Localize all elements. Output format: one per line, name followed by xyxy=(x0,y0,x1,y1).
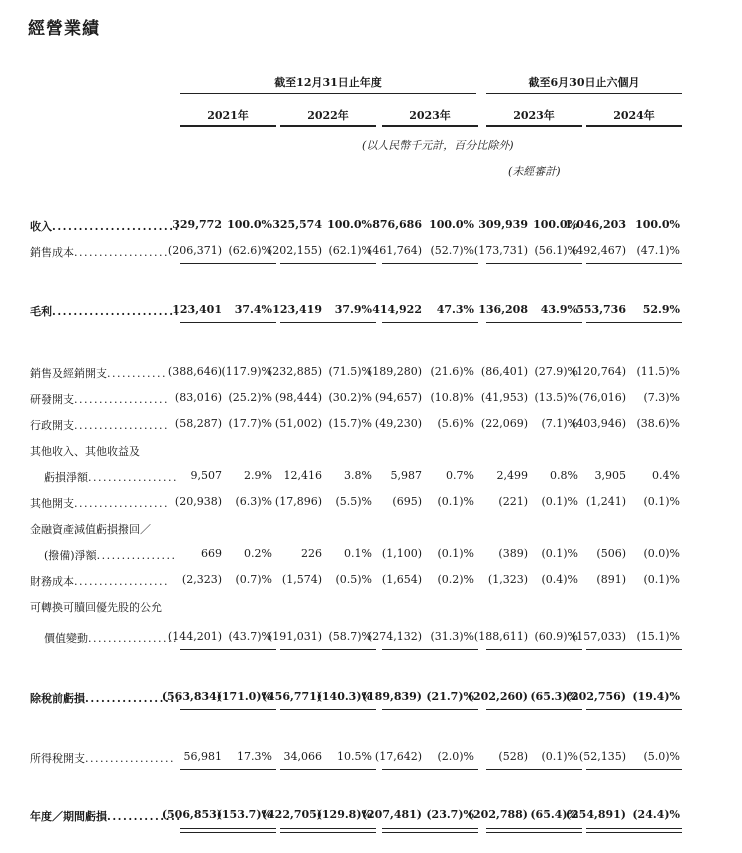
period-interim-underline xyxy=(486,93,682,94)
amount-cell: 56,981 xyxy=(183,750,222,763)
table-row xyxy=(0,599,742,619)
single-underline xyxy=(280,263,376,264)
period-interim-header: 截至6月30日止六個月 xyxy=(528,76,640,89)
amount-cell: (202,788) xyxy=(467,808,528,821)
single-underline xyxy=(180,263,276,264)
amount-cell: (202,260) xyxy=(467,690,528,703)
percent-cell: (19.4)% xyxy=(632,690,680,703)
amount-cell: (17,642) xyxy=(374,750,422,763)
percent-cell: (153.7)% xyxy=(216,808,272,821)
year-underline xyxy=(486,125,582,127)
amount-cell: (98,444) xyxy=(274,391,322,404)
year-header: 2023年 xyxy=(513,109,555,122)
leader-dots: ............ xyxy=(107,367,167,380)
amount-cell: 12,416 xyxy=(283,469,322,482)
double-underline xyxy=(180,828,276,833)
percent-cell: (65.4)% xyxy=(530,808,578,821)
amount-cell: (191,031) xyxy=(267,630,322,643)
amount-cell: (76,016) xyxy=(578,391,626,404)
amount-cell: (1,323) xyxy=(487,573,528,586)
table-row xyxy=(0,391,742,411)
amount-cell: 9,507 xyxy=(190,469,222,482)
percent-cell: (0.1)% xyxy=(437,547,474,560)
amount-cell: (202,155) xyxy=(267,244,322,257)
row-label xyxy=(30,365,167,381)
amount-cell: (94,657) xyxy=(374,391,422,404)
row-label-text: 金融資產減值虧損撥回／ xyxy=(30,523,151,536)
percent-cell: 37.4% xyxy=(234,303,272,316)
amount-cell: (563,834) xyxy=(161,690,222,703)
amount-cell: 325,574 xyxy=(272,218,322,231)
percent-cell: (15.1)% xyxy=(636,630,680,643)
single-underline xyxy=(586,263,682,264)
percent-cell: (6.3)% xyxy=(235,495,272,508)
percent-cell: (0.0)% xyxy=(643,547,680,560)
unit-note: (以人民幣千元計，百分比除外) xyxy=(362,139,514,152)
percent-cell: (0.1)% xyxy=(541,495,578,508)
amount-cell: (695) xyxy=(392,495,422,508)
row-label xyxy=(30,808,182,824)
percent-cell: (117.9)% xyxy=(221,365,272,378)
percent-cell: (11.5)% xyxy=(636,365,680,378)
amount-cell: (422,705) xyxy=(261,808,322,821)
row-label-text: 其他開支 xyxy=(30,497,74,510)
single-underline xyxy=(586,709,682,710)
amount-cell: (189,839) xyxy=(361,690,422,703)
percent-cell: 2.9% xyxy=(244,469,272,482)
row-label-text: 除稅前虧損 xyxy=(30,692,85,705)
row-label xyxy=(30,690,181,706)
amount-cell: (51,002) xyxy=(274,417,322,430)
percent-cell: 47.3% xyxy=(436,303,474,316)
table-row xyxy=(0,521,742,541)
percent-cell: 0.2% xyxy=(244,547,272,560)
amount-cell: (173,731) xyxy=(473,244,528,257)
percent-cell: 0.4% xyxy=(652,469,680,482)
amount-cell: (456,771) xyxy=(261,690,322,703)
year-header: 2022年 xyxy=(307,109,349,122)
amount-cell: (188,611) xyxy=(473,630,528,643)
amount-cell: 553,736 xyxy=(576,303,626,316)
percent-cell: (52.7)% xyxy=(430,244,474,257)
percent-cell: (0.1)% xyxy=(541,547,578,560)
row-label xyxy=(30,244,169,260)
percent-cell: 0.1% xyxy=(344,547,372,560)
percent-cell: 0.8% xyxy=(550,469,578,482)
single-underline xyxy=(486,709,582,710)
percent-cell: 100.0% xyxy=(327,218,372,231)
percent-cell: 17.3% xyxy=(237,750,272,763)
table-row xyxy=(0,573,742,593)
single-underline xyxy=(180,709,276,710)
single-underline xyxy=(382,322,478,323)
amount-cell: 414,922 xyxy=(372,303,422,316)
percent-cell: (0.1)% xyxy=(643,573,680,586)
percent-cell: (0.1)% xyxy=(643,495,680,508)
row-label-text: (撥備)淨額 xyxy=(44,549,97,562)
double-underline xyxy=(486,828,582,833)
percent-cell: (0.5)% xyxy=(335,573,372,586)
amount-cell: (221) xyxy=(498,495,528,508)
period-annual-header: 截至12月31日止年度 xyxy=(274,76,382,89)
percent-cell: 3.8% xyxy=(344,469,372,482)
table-row xyxy=(0,365,742,385)
percent-cell: (47.1)% xyxy=(636,244,680,257)
amount-cell: (20,938) xyxy=(174,495,222,508)
single-underline xyxy=(280,709,376,710)
single-underline xyxy=(486,263,582,264)
amount-cell: (1,100) xyxy=(381,547,422,560)
amount-cell: (506,853) xyxy=(161,808,222,821)
row-label-text: 銷售成本 xyxy=(30,246,74,259)
amount-cell: (461,764) xyxy=(367,244,422,257)
row-label-text: 研發開支 xyxy=(30,393,74,406)
year-underline xyxy=(280,125,376,127)
percent-cell: (0.7)% xyxy=(235,573,272,586)
amount-cell: (254,891) xyxy=(565,808,626,821)
single-underline xyxy=(280,649,376,650)
leader-dots: .................. xyxy=(85,692,181,705)
amount-cell: (388,646) xyxy=(167,365,222,378)
amount-cell: (41,953) xyxy=(480,391,528,404)
percent-cell: 100.0% xyxy=(533,218,578,231)
year-underline xyxy=(586,125,682,127)
amount-cell: 123,401 xyxy=(172,303,222,316)
percent-cell: (21.6)% xyxy=(430,365,474,378)
table-row xyxy=(0,690,742,710)
percent-cell: 100.0% xyxy=(227,218,272,231)
amount-cell: 669 xyxy=(201,547,222,560)
table-row xyxy=(0,547,742,567)
percent-cell: (25.2)% xyxy=(228,391,272,404)
amount-cell: (22,069) xyxy=(480,417,528,430)
percent-cell: (38.6)% xyxy=(636,417,680,430)
single-underline xyxy=(586,769,682,770)
single-underline xyxy=(586,322,682,323)
amount-cell: (83,016) xyxy=(174,391,222,404)
row-label-text: 其他收入、其他收益及 xyxy=(30,445,140,458)
row-label xyxy=(30,218,180,234)
single-underline xyxy=(382,649,478,650)
row-label-text: 行政開支 xyxy=(30,419,74,432)
amount-cell: 329,772 xyxy=(172,218,222,231)
leader-dots: .............. xyxy=(107,810,182,823)
percent-cell: (30.2)% xyxy=(328,391,372,404)
row-label-text: 價值變動 xyxy=(44,632,88,645)
percent-cell: 100.0% xyxy=(429,218,474,231)
row-label-text: 年度／期間虧損 xyxy=(30,810,107,823)
row-label xyxy=(30,303,180,319)
row-label-text: 收入 xyxy=(30,220,52,233)
percent-cell: (2.0)% xyxy=(437,750,474,763)
single-underline xyxy=(486,322,582,323)
amount-cell: 136,208 xyxy=(478,303,528,316)
leader-dots: ................... xyxy=(74,393,169,406)
percent-cell: 52.9% xyxy=(642,303,680,316)
year-header: 2024年 xyxy=(613,109,655,122)
percent-cell: (62.1)% xyxy=(328,244,372,257)
percent-cell: (140.3)% xyxy=(316,690,372,703)
amount-cell: (232,885) xyxy=(267,365,322,378)
amount-cell: (17,896) xyxy=(274,495,322,508)
single-underline xyxy=(586,649,682,650)
percent-cell: (0.1)% xyxy=(541,750,578,763)
amount-cell: (157,033) xyxy=(571,630,626,643)
row-label xyxy=(30,417,169,433)
year-header: 2021年 xyxy=(207,109,249,122)
percent-cell: 37.9% xyxy=(334,303,372,316)
percent-cell: (5.6)% xyxy=(437,417,474,430)
amount-cell: (120,764) xyxy=(571,365,626,378)
row-label xyxy=(30,391,169,407)
table-row xyxy=(0,750,742,770)
percent-cell: (10.8)% xyxy=(430,391,474,404)
amount-cell: (492,467) xyxy=(571,244,626,257)
single-underline xyxy=(280,769,376,770)
amount-cell: (891) xyxy=(596,573,626,586)
amount-cell: (206,371) xyxy=(167,244,222,257)
percent-cell: 10.5% xyxy=(337,750,372,763)
amount-cell: (1,574) xyxy=(281,573,322,586)
row-label xyxy=(30,599,162,615)
percent-cell: (13.5)% xyxy=(534,391,578,404)
year-underline xyxy=(180,125,276,127)
leader-dots: ................ xyxy=(96,549,177,562)
percent-cell: (27.9)% xyxy=(534,365,578,378)
amount-cell: (274,132) xyxy=(367,630,422,643)
percent-cell: (15.7)% xyxy=(328,417,372,430)
single-underline xyxy=(180,769,276,770)
row-label xyxy=(30,495,169,511)
year-underline xyxy=(382,125,478,127)
table-row xyxy=(0,218,742,238)
percent-cell: (62.6)% xyxy=(228,244,272,257)
row-label-text: 財務成本 xyxy=(30,575,74,588)
table-row xyxy=(0,808,742,828)
double-underline xyxy=(382,828,478,833)
row-label xyxy=(30,573,169,589)
table-row xyxy=(0,303,742,323)
percent-cell: (24.4)% xyxy=(632,808,680,821)
percent-cell: (0.4)% xyxy=(541,573,578,586)
percent-cell: (60.9)% xyxy=(534,630,578,643)
table-row xyxy=(0,417,742,437)
period-annual-underline xyxy=(180,93,476,94)
amount-cell: (58,287) xyxy=(174,417,222,430)
percent-cell: (7.3)% xyxy=(643,391,680,404)
amount-cell: 2,499 xyxy=(496,469,528,482)
amount-cell: 226 xyxy=(301,547,322,560)
amount-cell: (189,280) xyxy=(367,365,422,378)
percent-cell: 0.7% xyxy=(446,469,474,482)
percent-cell: (31.3)% xyxy=(430,630,474,643)
single-underline xyxy=(180,649,276,650)
table-row xyxy=(0,495,742,515)
percent-cell: (56.1)% xyxy=(534,244,578,257)
single-underline xyxy=(382,263,478,264)
percent-cell: (171.0)% xyxy=(216,690,272,703)
double-underline xyxy=(280,828,376,833)
row-label xyxy=(44,630,178,646)
percent-cell: 43.9% xyxy=(540,303,578,316)
leader-dots: ................... xyxy=(74,575,169,588)
percent-cell: (0.1)% xyxy=(437,495,474,508)
table-row xyxy=(0,443,742,463)
percent-cell: (5.0)% xyxy=(643,750,680,763)
amount-cell: (144,201) xyxy=(167,630,222,643)
percent-cell: (58.7)% xyxy=(328,630,372,643)
row-label xyxy=(30,443,140,459)
amount-cell: (403,946) xyxy=(571,417,626,430)
table-row xyxy=(0,469,742,489)
leader-dots: ................... xyxy=(74,246,169,259)
amount-cell: (1,241) xyxy=(585,495,626,508)
row-label xyxy=(30,750,175,766)
leader-dots: .................. xyxy=(88,632,178,645)
amount-cell: (207,481) xyxy=(361,808,422,821)
amount-cell: 309,939 xyxy=(478,218,528,231)
percent-cell: (65.3)% xyxy=(530,690,578,703)
amount-cell: (86,401) xyxy=(480,365,528,378)
leader-dots: ................... xyxy=(74,419,169,432)
amount-cell: 123,419 xyxy=(272,303,322,316)
single-underline xyxy=(486,769,582,770)
percent-cell: (71.5)% xyxy=(328,365,372,378)
percent-cell: (7.1)% xyxy=(541,417,578,430)
leader-dots: ........................ xyxy=(52,220,180,233)
percent-cell: (5.5)% xyxy=(335,495,372,508)
amount-cell: 1,046,203 xyxy=(564,218,626,231)
unaudited-note: (未經審計) xyxy=(508,165,561,178)
amount-cell: 3,905 xyxy=(594,469,626,482)
percent-cell: (43.7)% xyxy=(228,630,272,643)
amount-cell: (49,230) xyxy=(374,417,422,430)
percent-cell: (21.7)% xyxy=(426,690,474,703)
amount-cell: 876,686 xyxy=(372,218,422,231)
year-header: 2023年 xyxy=(409,109,451,122)
amount-cell: (52,135) xyxy=(578,750,626,763)
amount-cell: (389) xyxy=(498,547,528,560)
leader-dots: ........................ xyxy=(52,305,180,318)
percent-cell: (129.8)% xyxy=(316,808,372,821)
single-underline xyxy=(280,322,376,323)
row-label-text: 銷售及經銷開支 xyxy=(30,367,107,380)
amount-cell: (1,654) xyxy=(381,573,422,586)
leader-dots: .................. xyxy=(85,752,175,765)
row-label xyxy=(30,521,151,537)
row-label xyxy=(44,469,178,485)
row-label-text: 可轉換可贖回優先股的公允 xyxy=(30,601,162,614)
amount-cell: (528) xyxy=(498,750,528,763)
percent-cell: (17.7)% xyxy=(228,417,272,430)
amount-cell: (2,323) xyxy=(181,573,222,586)
table-row xyxy=(0,244,742,264)
single-underline xyxy=(382,709,478,710)
percent-cell: (23.7)% xyxy=(426,808,474,821)
percent-cell: (0.2)% xyxy=(437,573,474,586)
percent-cell: 100.0% xyxy=(635,218,680,231)
row-label-text: 所得稅開支 xyxy=(30,752,85,765)
leader-dots: ................... xyxy=(74,497,169,510)
double-underline xyxy=(586,828,682,833)
section-title: 經營業績 xyxy=(28,19,100,39)
row-label xyxy=(44,547,177,563)
amount-cell: 5,987 xyxy=(390,469,422,482)
amount-cell: 34,066 xyxy=(283,750,322,763)
table-row xyxy=(0,630,742,650)
leader-dots: .................. xyxy=(88,471,178,484)
single-underline xyxy=(486,649,582,650)
row-label-text: 虧損淨額 xyxy=(44,471,88,484)
single-underline xyxy=(382,769,478,770)
amount-cell: (202,756) xyxy=(565,690,626,703)
single-underline xyxy=(180,322,276,323)
amount-cell: (506) xyxy=(596,547,626,560)
row-label-text: 毛利 xyxy=(30,305,52,318)
